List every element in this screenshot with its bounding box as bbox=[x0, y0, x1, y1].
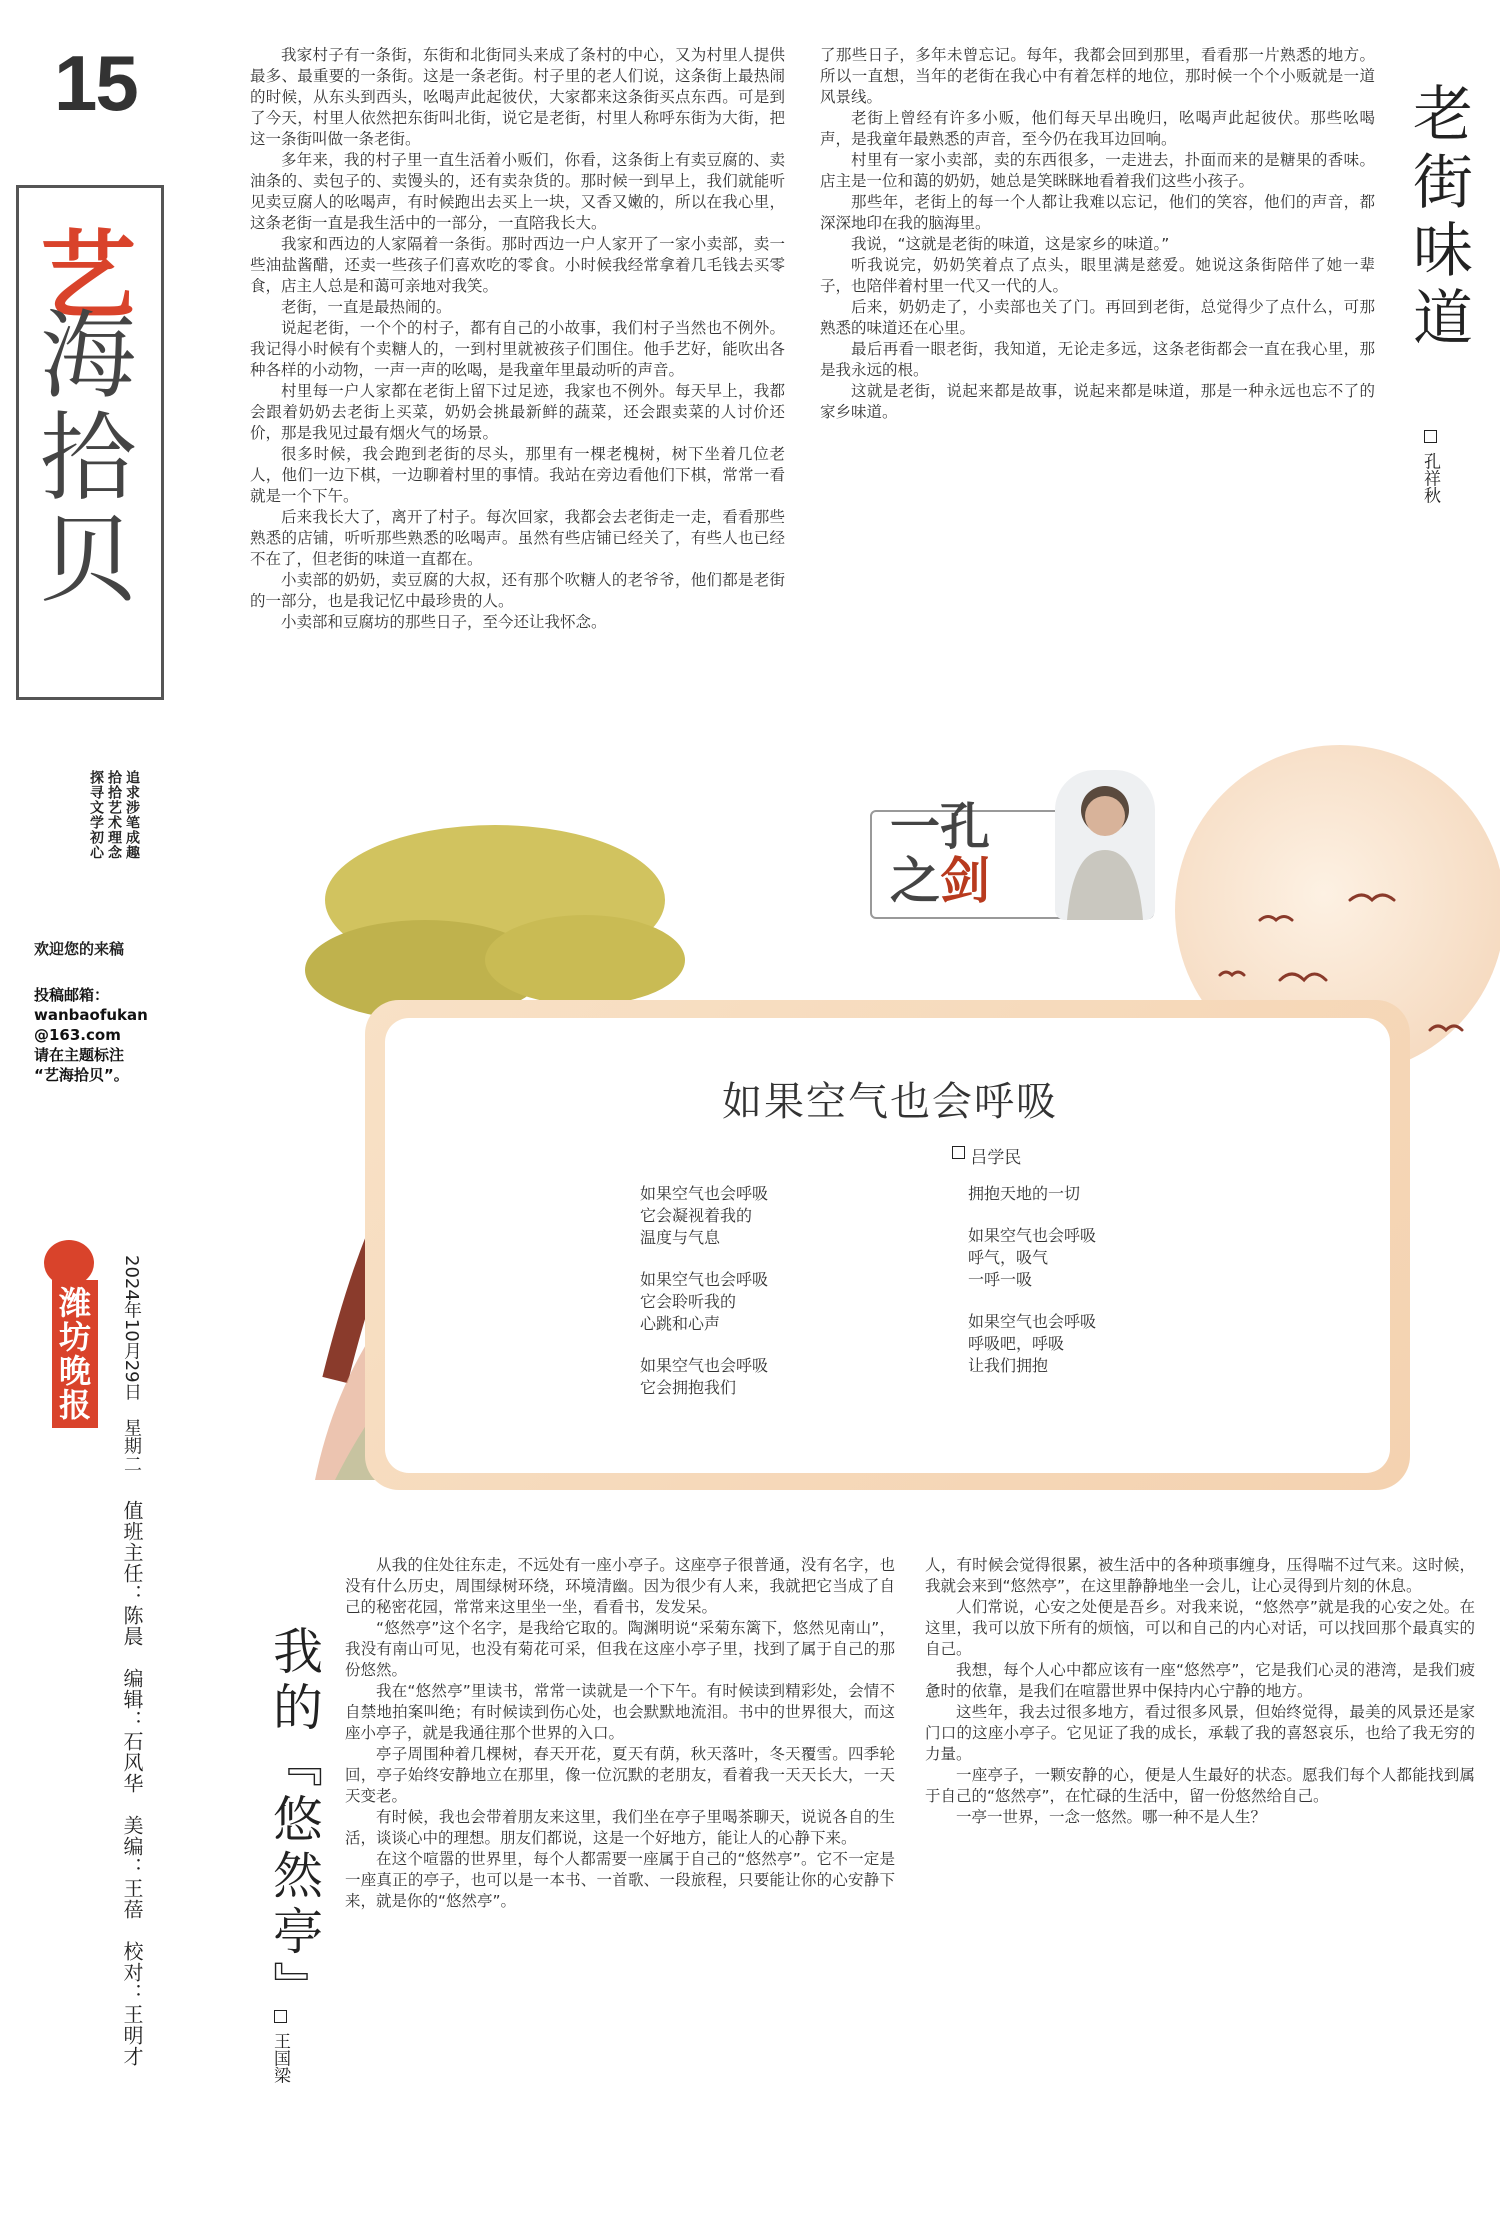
article3-left-column bbox=[345, 1555, 895, 2195]
poem-line: 温度与气息 bbox=[640, 1228, 721, 1247]
article1-left-column bbox=[250, 45, 785, 835]
poem-line: 它会聆听我的 bbox=[640, 1292, 737, 1311]
author-portrait bbox=[1055, 770, 1155, 920]
article3-author bbox=[268, 2010, 293, 2083]
submission-label: 投稿邮箱： bbox=[34, 986, 110, 1004]
column-name bbox=[890, 797, 990, 910]
author-box-icon bbox=[1424, 430, 1437, 443]
article3-paragraph: 一亭一世界，一念一悠然。哪一种不是人生？ bbox=[956, 1808, 1267, 1826]
article1-paragraph: 老街，一直是最热闹的。 bbox=[281, 298, 452, 316]
article3-paragraph: 亭子周围种着几棵树，春天开花，夏天有荫，秋天落叶，冬天覆雪。四季轮回，亭子始终安静地立在那里，像一位沉默的老朋友，看着我一天天长大，一天天变老。 bbox=[345, 1745, 895, 1805]
newspaper-name: 潍坊晚报 bbox=[52, 1280, 98, 1428]
poem-right-column bbox=[968, 1183, 1208, 1397]
article1-paragraph: 听我说完，奶奶笑着点了点头，眼里满是慈爱。她说这条街陪伴了她一辈子，也陪伴着村里一代又一代的人。 bbox=[820, 256, 1375, 295]
article1-author bbox=[1418, 430, 1443, 503]
article3-paragraph: 人，有时候会觉得很累，被生活中的各种琐事缠身，压得喘不过气来。这时候，我就会来到“悠然亭”，在这里静静地坐一会儿，让心灵得到片刻的休息。 bbox=[925, 1556, 1475, 1595]
poem-line: 拥抱天地的一切 bbox=[968, 1184, 1081, 1203]
article1-paragraph: 后来我长大了，离开了村子。每次回家，我都会去老街走一走，看看那些熟悉的店铺，听听那些熟悉的吆喝声。虽然有些店铺已经关了，有些人也已经不在了，但老街的味道一直都在。 bbox=[250, 508, 785, 568]
issue-date: 2024年10月29日 星期二 bbox=[121, 1255, 142, 1473]
author-box-icon bbox=[274, 2010, 287, 2023]
article1-paragraph: 这就是老街，说起来都是故事，说起来都是味道，那是一种永远也忘不了的家乡味道。 bbox=[820, 382, 1375, 421]
article3-paragraph: 一座亭子，一颗安静的心，便是人生最好的状态。愿我们每个人都能找到属于自己的“悠然亭”，在忙碌的生活中，留一份悠然给自己。 bbox=[925, 1766, 1475, 1805]
poem-line: 如果空气也会呼吸 bbox=[640, 1356, 769, 1375]
article3-paragraph: 在这个喧嚣的世界里，每个人都需要一座属于自己的“悠然亭”。它不一定是一座真正的亭子，也可以是一本书、一首歌、一段旅程，只要能让你的心安静下来，就是你的“悠然亭”。 bbox=[345, 1850, 895, 1910]
article1-author-name: 孔祥秋 bbox=[1420, 452, 1440, 504]
article1-paragraph: 村里每一户人家都在老街上留下过足迹，我家也不例外。每天早上，我都会跟着奶奶去老街上买菜，奶奶会挑最新鲜的蔬菜，还会跟卖菜的人讨价还价，那是我见过最有烟火气的场景。 bbox=[250, 382, 785, 442]
poem-line: 它会拥抱我们 bbox=[640, 1378, 737, 1397]
article1-paragraph: 村里有一家小卖部，卖的东西很多，一走进去，扑面而来的是糖果的香味。店主是一位和蔼的奶奶，她总是笑眯眯地看着我们这些小孩子。 bbox=[820, 151, 1375, 190]
article3-paragraph: 从我的住处往东走，不远处有一座小亭子。这座亭子很普通，没有名字，也没有什么历史，周围绿树环绕，环境清幽。因为很少有人来，我就把它当成了自己的秘密花园，常常来这里坐一坐，看看书，发发呆。 bbox=[345, 1556, 895, 1616]
article3-paragraph: 我在“悠然亭”里读书，常常一读就是一个下午。有时候读到精彩处，会情不自禁地拍案叫绝；有时候读到伤心处，也会默默地流泪。书中的世界很大，而这座小亭子，就是我通往那个世界的入口。 bbox=[345, 1682, 895, 1742]
article3-author-name: 王国梁 bbox=[270, 2032, 290, 2084]
article1-paragraph: 小卖部和豆腐坊的那些日子，至今还让我怀念。 bbox=[281, 613, 607, 631]
article3-paragraph: 人们常说，心安之处便是吾乡。对我来说，“悠然亭”就是我的心安之处。在这里，我可以放下所有的烦恼，可以和自己的内心对话，可以找回那个最真实的自己。 bbox=[925, 1598, 1475, 1658]
column-name-jian: 剑 bbox=[940, 851, 990, 910]
article1-paragraph: 小卖部的奶奶，卖豆腐的大叔，还有那个吹糖人的老爷爷，他们都是老街的一部分，也是我记忆中最珍贵的人。 bbox=[250, 571, 785, 610]
article1-right-column bbox=[820, 45, 1375, 763]
poem-stanza bbox=[968, 1225, 1208, 1291]
article1-paragraph: 后来，奶奶走了，小卖部也关了门。再回到老街，总觉得少了点什么，可那熟悉的味道还在心里。 bbox=[820, 298, 1375, 337]
submission-email-2[interactable]: @163.com bbox=[34, 1026, 121, 1044]
poem-stanza bbox=[640, 1355, 880, 1399]
poem-line: 让我们拥抱 bbox=[968, 1356, 1049, 1375]
submission-note-1: 请在主题标注 bbox=[34, 1046, 125, 1064]
poem-line: 如果空气也会呼吸 bbox=[640, 1184, 769, 1203]
poem-line: 呼气，吸气 bbox=[968, 1248, 1049, 1267]
poem-left-column bbox=[640, 1183, 880, 1419]
page-number: 15 bbox=[54, 39, 137, 127]
article3-right-column bbox=[925, 1555, 1475, 2195]
poem-stanza bbox=[640, 1269, 880, 1335]
article3-paragraph: “悠然亭”这个名字，是我给它取的。陶渊明说“采菊东篱下，悠然见南山”，我没有南山可见，也没有菊花可采，但我在这座小亭子里，找到了属于自己的那份悠然。 bbox=[345, 1619, 895, 1679]
poem-line: 如果空气也会呼吸 bbox=[640, 1270, 769, 1289]
submission-note-2: “艺海拾贝”。 bbox=[34, 1066, 129, 1084]
submission-info bbox=[34, 985, 164, 1085]
motto-1: 追求涉笔成趣 bbox=[124, 770, 140, 860]
article1-paragraph: 多年来，我的村子里一直生活着小贩们，你看，这条街上有卖豆腐的、卖油条的、卖包子的、卖馒头的，还有卖杂货的。那时候一到早上，我们就能听见卖豆腐人的吆喝声，有时候跑出去买上一块，又香又嫩的，所以在我心里，这条老街一直是我生活中的一部分，一直陪我长大。 bbox=[250, 151, 785, 232]
article3-paragraph: 我想，每个人心中都应该有一座“悠然亭”，它是我们心灵的港湾，是我们疲惫时的依靠，是我们在喧嚣世界中保持内心宁静的地方。 bbox=[925, 1661, 1475, 1700]
poem-stanza bbox=[968, 1183, 1208, 1205]
poem-line: 心跳和心声 bbox=[640, 1314, 721, 1333]
poem-line: 如果空气也会呼吸 bbox=[968, 1312, 1097, 1331]
article1-paragraph: 了那些日子，多年未曾忘记。每年，我都会回到那里，看看那一片熟悉的地方。所以一直想，当年的老街在我心中有着怎样的地位，那时候一个个小贩就是一道风景线。 bbox=[820, 46, 1375, 106]
article3-paragraph: 这些年，我去过很多地方，看过很多风景，但始终觉得，最美的风景还是家门口的这座小亭子。它见证了我的成长，承载了我的喜怒哀乐，也给了我无穷的力量。 bbox=[925, 1703, 1475, 1763]
poem-line: 如果空气也会呼吸 bbox=[968, 1226, 1097, 1245]
editor-credits: 值班主任：陈晨 编辑：石风华 美编：王蓓 校对：王明才 bbox=[120, 1500, 144, 2067]
article1-paragraph: 我家村子有一条街，东街和北街同头来成了条村的中心，又为村里人提供最多、最重要的一条街。这是一条老街。村子里的老人们说，这条街上最热闹的时候，从东头到西头，吆喝声此起彼伏，大家都来这条街买点东西。可是到了今天，村里人依然把东街叫北街，说它是老街，村里人称呼东街为大街，把这一条街叫做一条老街。 bbox=[250, 46, 785, 148]
poem-author-name: 吕学民 bbox=[970, 1148, 1022, 1168]
poem-stanza bbox=[640, 1183, 880, 1249]
article1-paragraph: 那些年，老街上的每一个人都让我难以忘记，他们的笑容，他们的声音，都深深地印在我的脑海里。 bbox=[820, 193, 1375, 232]
article3-paragraph: 有时候，我也会带着朋友来这里，我们坐在亭子里喝茶聊天，说说各自的生活，谈谈心中的理想。朋友们都说，这是一个好地方，能让人的心静下来。 bbox=[345, 1808, 895, 1847]
article1-paragraph: 最后再看一眼老街，我知道，无论走多远，这条老街都会一直在我心里，那是我永远的根。 bbox=[820, 340, 1375, 379]
article1-title: 老街味道 bbox=[1403, 82, 1473, 354]
welcome-text: 欢迎您的来稿 bbox=[34, 940, 125, 958]
poem-author bbox=[952, 1143, 1021, 1168]
article1-paragraph: 说起老街，一个个的村子，都有自己的小故事，我们村子当然也不例外。我记得小时候有个卖糖人的，一到村里就被孩子们围住。他手艺好，能吹出各种各样的小动物，一声一声的吆喝，是我童年里最动听的声音。 bbox=[250, 319, 785, 379]
poem-line: 呼吸吧，呼吸 bbox=[968, 1334, 1065, 1353]
section-title-first-char: 艺 bbox=[40, 219, 136, 332]
article1-paragraph: 很多时候，我会跑到老街的尽头，那里有一棵老槐树，树下坐着几位老人，他们一边下棋，一边聊着村里的事情。我站在旁边看他们下棋，常常一看就是一个下午。 bbox=[250, 445, 785, 505]
article1-paragraph: 我说，“这就是老街的味道，这是家乡的味道。” bbox=[851, 235, 1170, 253]
portrait-silhouette-icon bbox=[1055, 770, 1155, 920]
motto-3: 探寻文学初心 bbox=[88, 770, 104, 860]
motto-2: 拾拾艺术理念 bbox=[106, 770, 122, 860]
poem-title: 如果空气也会呼吸 bbox=[722, 1079, 1058, 1125]
article1-paragraph: 老街上曾经有许多小贩，他们每天早出晚归，吆喝声此起彼伏。那些吆喝声，是我童年最熟悉的声音，至今仍在我耳边回响。 bbox=[820, 109, 1375, 148]
article1-paragraph: 我家和西边的人家隔着一条街。那时西边一户人家开了一家小卖部，卖一些油盐酱醋，还卖一些孩子们喜欢吃的零食。小时候我经常拿着几毛钱去买零食，店主人总是和蔼可亲地对我笑。 bbox=[250, 235, 785, 295]
section-title-rest: 海拾贝 bbox=[40, 300, 136, 616]
section-mottos bbox=[50, 770, 140, 890]
author-box-icon bbox=[952, 1146, 965, 1159]
poem-line: 一呼一吸 bbox=[968, 1270, 1033, 1289]
article3-title: 我的『悠然亭』 bbox=[265, 1625, 323, 2017]
poem-line: 它会凝视着我的 bbox=[640, 1206, 753, 1225]
column-name-line1: 一孔 bbox=[890, 797, 990, 856]
poem-stanza bbox=[968, 1311, 1208, 1377]
column-name-zhi: 之 bbox=[890, 851, 940, 910]
submission-email-1[interactable]: wanbaofukan bbox=[34, 1006, 148, 1024]
